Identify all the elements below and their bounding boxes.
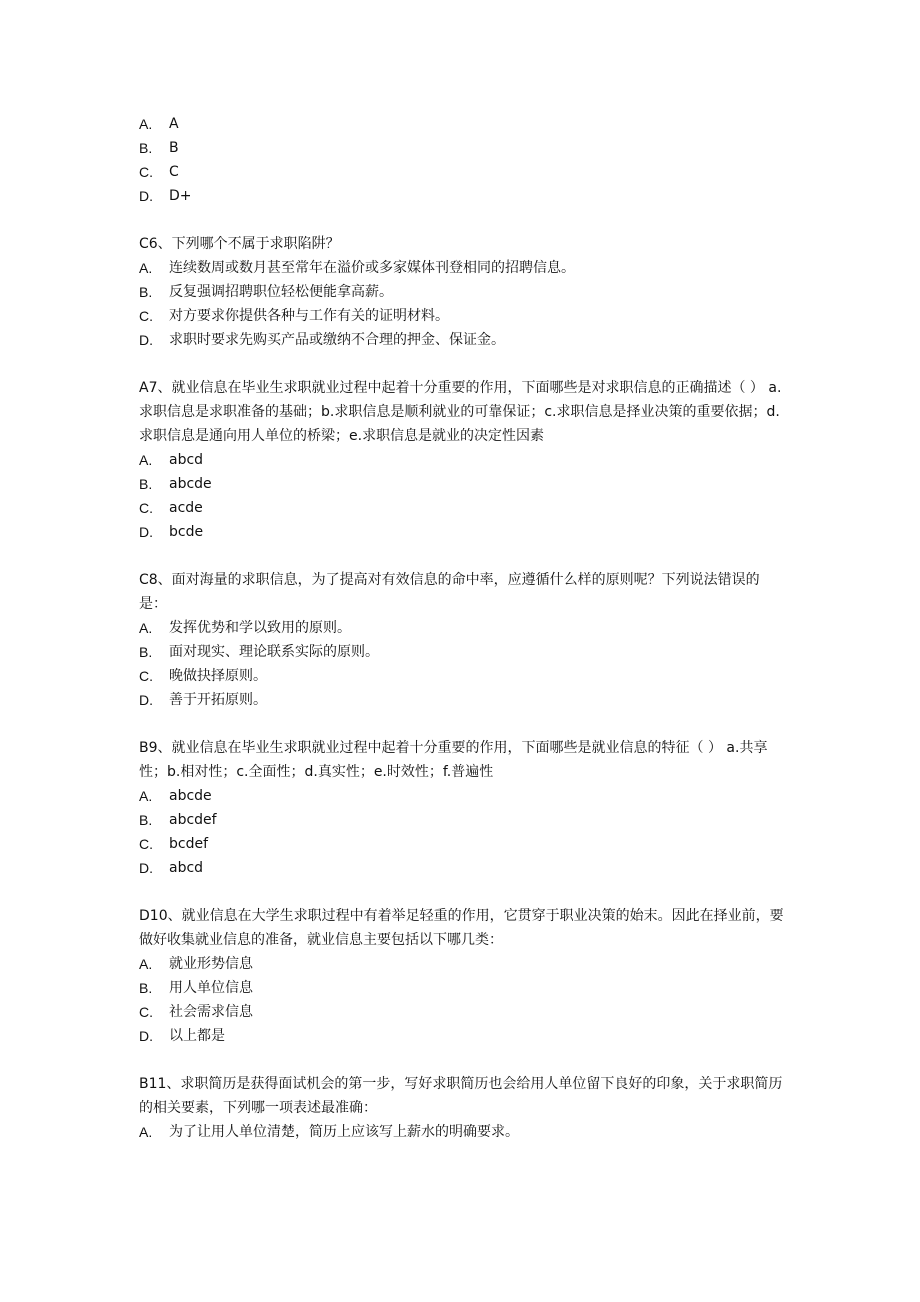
question-block [139, 1072, 784, 1144]
option-text: 就业形势信息 [169, 956, 253, 972]
option-b [139, 976, 784, 1000]
option-c [139, 304, 784, 328]
option-list [139, 1120, 784, 1144]
option-text: A [169, 116, 179, 132]
option-text: 用人单位信息 [169, 980, 253, 996]
question-block [139, 112, 784, 208]
option-b [139, 640, 784, 664]
option-letter: C. [139, 668, 153, 684]
option-d [139, 688, 784, 712]
option-text: 社会需求信息 [169, 1004, 253, 1020]
option-d [139, 1024, 784, 1048]
option-text: abcde [169, 788, 212, 804]
option-text: D+ [169, 188, 192, 204]
option-c [139, 160, 784, 184]
option-letter: C. [139, 1004, 153, 1020]
option-b [139, 472, 784, 496]
question-stem: B11、求职简历是获得面试机会的第一步，写好求职简历也会给用人单位留下良好的印象，关于求职简历的相关要素，下列哪一项表述最准确： [139, 1076, 783, 1116]
question-block [139, 376, 784, 544]
question-stem: D10、就业信息在大学生求职过程中有着举足轻重的作用，它贯穿于职业决策的始末。因此在择业前，要做好收集就业信息的准备，就业信息主要包括以下哪几类： [139, 908, 784, 948]
option-letter: D. [139, 524, 153, 540]
option-text: abcd [169, 860, 204, 876]
option-d [139, 856, 784, 880]
option-letter: B. [139, 284, 153, 300]
option-letter: A. [139, 788, 153, 804]
option-letter: A. [139, 956, 153, 972]
option-letter: A. [139, 116, 153, 132]
option-text: 发挥优势和学以致用的原则。 [169, 620, 351, 636]
option-letter: B. [139, 812, 153, 828]
option-text: abcdef [169, 812, 217, 828]
option-text: 晚做抉择原则。 [169, 668, 267, 684]
question-block [139, 904, 784, 1048]
question-stem: C6、下列哪个不属于求职陷阱？ [139, 236, 340, 252]
option-b [139, 136, 784, 160]
option-letter: B. [139, 644, 153, 660]
option-letter: B. [139, 140, 153, 156]
option-letter: D. [139, 1028, 153, 1044]
option-letter: D. [139, 188, 153, 204]
option-c [139, 664, 784, 688]
option-letter: C. [139, 836, 153, 852]
option-list [139, 616, 784, 712]
option-letter: C. [139, 308, 153, 324]
option-a [139, 784, 784, 808]
option-letter: A. [139, 452, 153, 468]
option-text: 为了让用人单位清楚，简历上应该写上薪水的明确要求。 [169, 1124, 519, 1140]
option-letter: B. [139, 980, 153, 996]
option-a [139, 256, 784, 280]
option-letter: D. [139, 692, 153, 708]
option-text: abcd [169, 452, 204, 468]
option-a [139, 952, 784, 976]
option-text: 以上都是 [169, 1028, 225, 1044]
option-letter: C. [139, 500, 153, 516]
question-stem: A7、就业信息在毕业生求职就业过程中起着十分重要的作用，下面哪些是对求职信息的正确描述（ ） a.求职信息是求职准备的基础；b.求职信息是顺利就业的可靠保证；c.求职信息是择业决策的重要依据；d.求职信息是通向用人单位的桥梁；e.求职信息是就业的决定性因素 [139, 380, 782, 444]
option-letter: A. [139, 620, 153, 636]
option-a [139, 1120, 784, 1144]
question-block [139, 568, 784, 712]
option-text: 求职时要求先购买产品或缴纳不合理的押金、保证金。 [169, 332, 505, 348]
option-text: 善于开拓原则。 [169, 692, 267, 708]
option-letter: A. [139, 260, 153, 276]
option-text: 反复强调招聘职位轻松便能拿高薪。 [169, 284, 393, 300]
option-d [139, 328, 784, 352]
option-letter: A. [139, 1124, 153, 1140]
option-b [139, 280, 784, 304]
option-c [139, 496, 784, 520]
question-block [139, 232, 784, 352]
option-d [139, 184, 784, 208]
option-letter: B. [139, 476, 153, 492]
question-block [139, 736, 784, 880]
question-stem: B9、就业信息在毕业生求职就业过程中起着十分重要的作用，下面哪些是就业信息的特征（ ） a.共享性；b.相对性；c.全面性；d.真实性；e.时效性；f.普遍性 [139, 740, 768, 780]
option-a [139, 448, 784, 472]
option-list [139, 256, 784, 352]
option-list [139, 784, 784, 880]
option-a [139, 112, 784, 136]
option-text: 连续数周或数月甚至常年在溢价或多家媒体刊登相同的招聘信息。 [169, 260, 575, 276]
option-b [139, 808, 784, 832]
option-text: C [169, 164, 179, 180]
option-d [139, 520, 784, 544]
option-letter: C. [139, 164, 153, 180]
option-text: 对方要求你提供各种与工作有关的证明材料。 [169, 308, 449, 324]
option-text: 面对现实、理论联系实际的原则。 [169, 644, 379, 660]
option-list [139, 448, 784, 544]
option-letter: D. [139, 860, 153, 876]
option-text: abcde [169, 476, 212, 492]
option-letter: D. [139, 332, 153, 348]
option-a [139, 616, 784, 640]
option-text: bcde [169, 524, 204, 540]
option-text: B [169, 140, 179, 156]
option-c [139, 1000, 784, 1024]
option-c [139, 832, 784, 856]
option-text: acde [169, 500, 203, 516]
option-text: bcdef [169, 836, 209, 852]
question-stem: C8、面对海量的求职信息，为了提高对有效信息的命中率，应遵循什么样的原则呢？下列说法错误的是： [139, 572, 760, 612]
option-list [139, 952, 784, 1048]
option-list [139, 112, 784, 208]
